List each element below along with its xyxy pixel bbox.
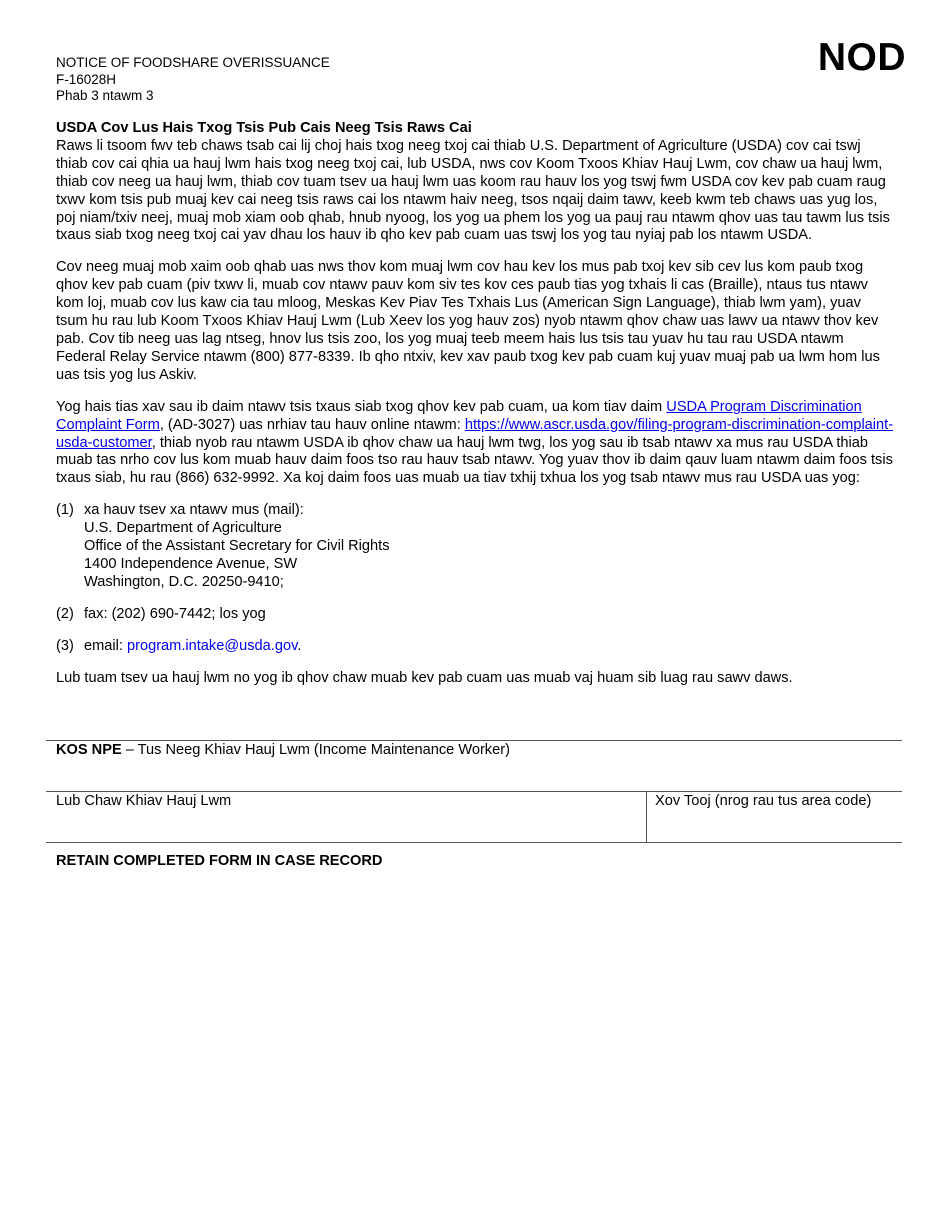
statement-paragraph-1: Raws li tsoom fwv teb chaws tsab cai lij choj hais txog neeg txoj cai thiab U.S. Department of Agriculture (USDA) cov cai tswj thiab cov cai qhia ua hauj lwm hais txog neeg txoj cai, lub USDA, nws cov Koom Txoos Khiav Hauj Lwm, cov chaw ua hauj lwm, thiab cov neeg ua hauj lwm, thiab cov tuam tsev ua hauj lwm uas koom rau hauv los yog tswj fwm USDA cov kev pab cuam raug txwv kom tsis pub muaj kev cai neeg tsis raws cai los ntawm haiv neeg, tsos nqaij daim tawv, keeb kwm teb chaws uas yug los, poj niam/txiv neej, muaj mob xiam oob qhab, hnub nyoog, los yog ua phem los yog ua pauj rau ntawm qhov uas tau tawm lus tsis txaus siab txog neeg txoj cai yav dhau los hauv ib qho kev pab cuam uas tswj los yog tau nyiaj pab los ntawm USDA. — [56, 137, 890, 244]
fax-text: fax: (202) 690-7442; los yog — [84, 605, 266, 622]
list-item — [56, 502, 896, 592]
closing-statement: Lub tuam tsev ua hauj lwm no yog ib qhov chaw muab kev pab cuam uas muab vaj huam sib luag rau sawv daws. — [56, 669, 793, 686]
item-number: (1) — [56, 502, 74, 519]
paragraph-3-end: , thiab nyob rau ntawm USDA ib qhov chaw ua hauj lwm twg, los yog sau ib tsab ntawv xa mus rau USDA thiab muab tas nrho cov lus kom muab hauv daim foos tso rau hauv tsab ntawv. Yog yuav thov ib daim qauv luam ntawm daim foos tsis txaus siab, hu rau (866) 632-9992. Xa koj daim foos uas muab ua tiav txhij txhua los yog tsab ntawv mus rau USDA uas yog: — [56, 434, 893, 487]
statement-paragraph-2: Cov neeg muaj mob xaim oob qhab uas nws thov kom muaj lwm cov hau kev los mus pab txoj kev sib cev lus kom paub txog qhov kev pab cuam (piv txwv li, muab cov ntawv pauv kom siv tes kov ces paub tias yog txhais li cas (Braille), ntaus tus ntawv kom loj, muab cov lus kaw cia tau mloog, Meskas Kev Piav Tes Txhais Lus (American Sign Language), thiab lwm yam), yuav tsum hu rau lub Koom Txoos Khiav Hauj Lwm (Lub Xeev los yog hauv zos) nyob ntawm qhov chaw uas lawv ua ntawv thov kev pab. Cov tib neeg uas lag ntseg, hnov lus tsis zoo, los yog muaj teeb meem hais lus tsis tau yuav hu tau rau USDA ntawm Federal Relay Service ntawm (800) 877-8339. Ib qho ntxiv, kev xav paub txog kev pab cuam kuj yuav muaj pab ua lwm hom lus uas tsis yog lus Askiv. — [56, 259, 880, 383]
email-line — [84, 638, 896, 656]
nod-badge: NOD — [817, 36, 906, 79]
submission-methods — [56, 502, 896, 655]
signature-section — [46, 740, 902, 869]
email-link[interactable]: program.intake@usda.gov — [126, 637, 298, 654]
worker-signature-field[interactable] — [46, 741, 902, 791]
list-item — [56, 606, 896, 624]
item-number: (3) — [56, 637, 74, 654]
office-phone-row — [46, 791, 902, 843]
signature-caption: – Tus Neeg Khiav Hauj Lwm (Income Maintenance Worker) — [121, 742, 510, 758]
form-number: F-16028H — [56, 71, 117, 87]
retain-notice: RETAIN COMPLETED FORM IN CASE RECORD — [56, 853, 383, 869]
paragraph-3-intro: Yog hais tias xav sau ib daim ntawv tsis txaus siab txog qhov kev pab cuam, ua kom tiav daim — [56, 398, 667, 415]
office-field[interactable]: Lub Chaw Khiav Hauj Lwm — [46, 792, 647, 842]
address-line: xa hauv tsev xa ntawv mus (mail): — [84, 502, 304, 519]
address-line: 1400 Independence Avenue, SW — [84, 555, 298, 572]
address-line: Washington, D.C. 20250-9410; — [84, 573, 284, 590]
paragraph-3-mid: , (AD-3027) uas nrhiav tau hauv online ntawm: — [159, 416, 465, 433]
ascr-url-link[interactable]: https://www.ascr.usda.gov/filing-program-discrimination-complaint-usda-customer — [56, 416, 894, 451]
form-title: NOTICE OF FOODSHARE OVERISSUANCE — [56, 55, 330, 70]
list-item — [56, 638, 896, 656]
page-label: Phab 3 ntawm 3 — [56, 88, 154, 103]
complaint-form-link[interactable]: USDA Program Discrimination Complaint Form — [56, 398, 862, 433]
address-line: U.S. Department of Agriculture — [84, 520, 282, 537]
phone-field[interactable]: Xov Tooj (nrog rau tus area code) — [655, 793, 872, 809]
nondiscrimination-statement — [56, 120, 896, 687]
signature-label: KOS NPE — [56, 742, 122, 758]
mail-address — [84, 502, 896, 592]
statement-paragraph-3 — [56, 399, 896, 489]
email-suffix: . — [297, 637, 302, 654]
item-number: (2) — [56, 605, 74, 622]
form-header — [56, 55, 330, 105]
email-label: email: — [84, 637, 127, 654]
address-line: Office of the Assistant Secretary for Civil Rights — [84, 538, 390, 555]
statement-title: USDA Cov Lus Hais Txog Tsis Pub Cais Neeg Tsis Raws Cai — [56, 120, 472, 136]
